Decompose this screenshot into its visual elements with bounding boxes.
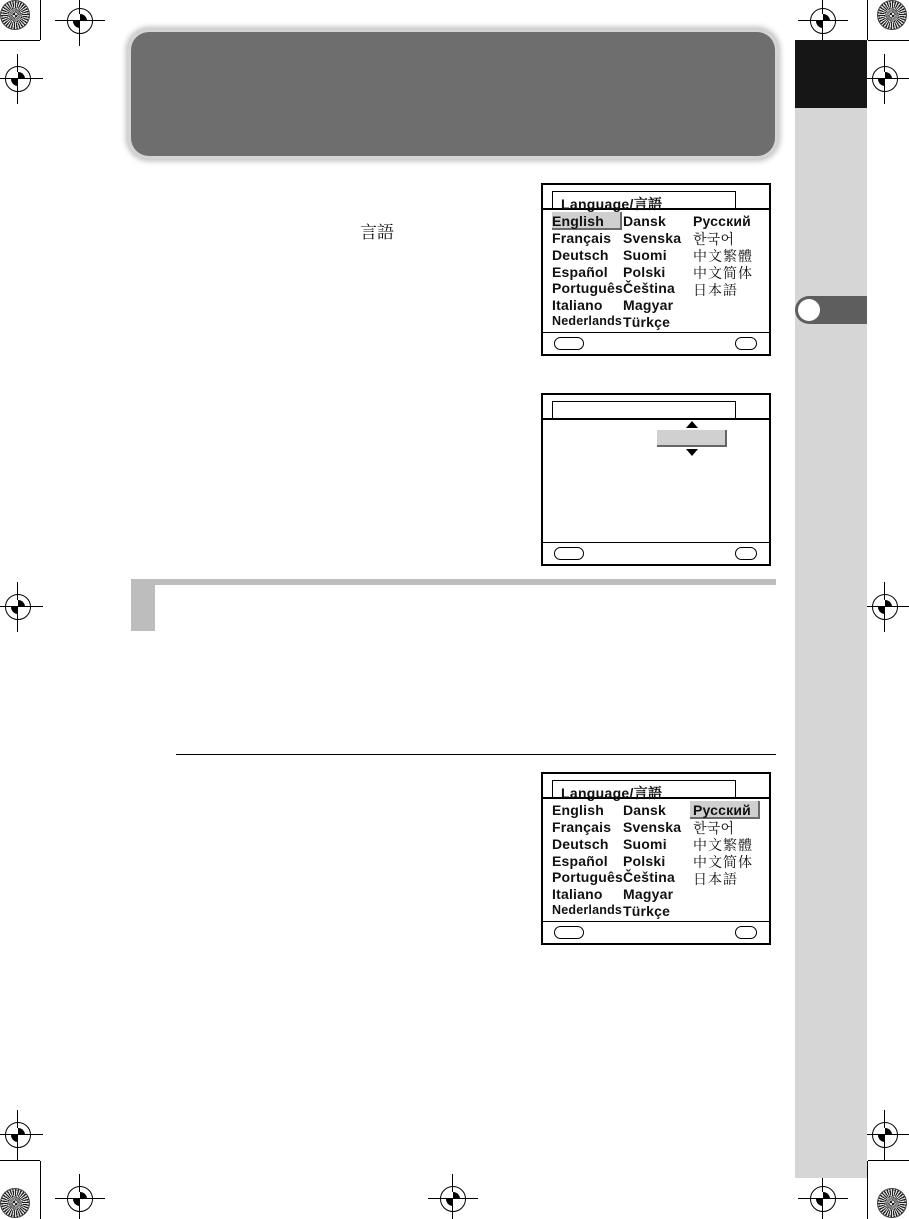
language-option-magyar[interactable]: Magyar	[623, 297, 674, 313]
language-option-dansk[interactable]: Dansk	[623, 802, 667, 818]
crop-mark-bl-v	[40, 1161, 41, 1219]
value-selector[interactable]	[657, 430, 727, 447]
language-option-svenska[interactable]: Svenska	[623, 230, 682, 246]
language-option-svenska[interactable]: Svenska	[623, 819, 682, 835]
language-option-russian[interactable]: Русский	[693, 213, 751, 229]
crop-mark-br-v	[867, 1161, 868, 1219]
color-sunburst-icon	[877, 0, 907, 30]
color-sunburst-icon	[0, 0, 30, 30]
language-option-polski[interactable]: Polski	[623, 853, 666, 869]
crop-mark-br-h	[868, 1160, 909, 1161]
language-option-turkce[interactable]: Türkçe	[623, 314, 671, 330]
registration-mark-icon	[5, 594, 31, 620]
language-option-chinese-simplified[interactable]: 中文简体	[693, 855, 753, 871]
language-option-espanol[interactable]: Español	[552, 264, 608, 280]
language-option-espanol[interactable]: Español	[552, 853, 608, 869]
color-sunburst-icon	[0, 1188, 30, 1218]
language-option-japanese[interactable]: 日本語	[693, 283, 738, 299]
crop-mark-bl-h	[0, 1160, 40, 1161]
language-option-english[interactable]: English	[552, 802, 604, 818]
language-option-deutsch[interactable]: Deutsch	[552, 836, 609, 852]
language-option-cestina[interactable]: Čeština	[623, 280, 675, 296]
language-option-dansk[interactable]: Dansk	[623, 213, 667, 229]
language-menu-screen-2	[541, 772, 771, 945]
language-option-suomi[interactable]: Suomi	[623, 247, 667, 263]
ok-button-icon	[735, 547, 757, 560]
ok-button-icon	[735, 337, 757, 350]
language-option-magyar[interactable]: Magyar	[623, 886, 674, 902]
screen-title: Language/言語	[561, 196, 663, 212]
menu-tab	[552, 401, 736, 419]
language-option-suomi[interactable]: Suomi	[623, 836, 667, 852]
registration-mark-icon	[67, 8, 93, 34]
language-glyph-text: 言語	[360, 223, 394, 243]
language-option-portugues[interactable]: Português	[552, 869, 624, 885]
section-heading-marker	[131, 579, 155, 631]
language-option-portugues[interactable]: Português	[552, 280, 624, 296]
language-option-nederlands[interactable]: Nederlands	[552, 314, 623, 328]
chapter-sidebar	[795, 40, 867, 1178]
section-divider	[176, 754, 776, 755]
language-option-deutsch[interactable]: Deutsch	[552, 247, 609, 263]
crop-mark-tl-v	[40, 0, 41, 40]
language-option-italiano[interactable]: Italiano	[552, 297, 603, 313]
chapter-tab	[795, 40, 867, 108]
registration-mark-icon	[872, 66, 898, 92]
menu-button-icon	[554, 547, 584, 560]
language-option-korean[interactable]: 한국어	[693, 232, 735, 248]
language-option-russian[interactable]: Русский	[693, 802, 751, 818]
ok-button-icon	[735, 926, 757, 939]
menu-button-icon	[554, 337, 584, 350]
language-option-japanese[interactable]: 日本語	[693, 872, 738, 888]
color-sunburst-icon	[877, 1188, 907, 1218]
language-option-nederlands[interactable]: Nederlands	[552, 903, 623, 917]
language-option-cestina[interactable]: Čeština	[623, 869, 675, 885]
registration-mark-icon	[440, 1186, 466, 1212]
setting-spinner-screen	[541, 393, 771, 566]
screen-title: Language/言語	[561, 785, 663, 801]
registration-mark-icon	[5, 66, 31, 92]
language-option-english[interactable]: English	[552, 213, 604, 229]
language-option-francais[interactable]: Français	[552, 230, 612, 246]
screen-footer	[543, 921, 769, 943]
screen-footer	[543, 332, 769, 354]
language-option-chinese-traditional[interactable]: 中文繁體	[693, 249, 753, 265]
chapter-header-banner	[131, 32, 775, 156]
down-arrow-icon[interactable]	[686, 449, 698, 456]
menu-button-icon	[554, 926, 584, 939]
registration-mark-icon	[872, 594, 898, 620]
language-menu-screen	[541, 183, 771, 356]
screen-footer	[543, 542, 769, 564]
language-option-francais[interactable]: Français	[552, 819, 612, 835]
up-arrow-icon[interactable]	[686, 421, 698, 428]
registration-mark-icon	[872, 1122, 898, 1148]
language-option-chinese-simplified[interactable]: 中文简体	[693, 266, 753, 282]
language-option-chinese-traditional[interactable]: 中文繁體	[693, 838, 753, 854]
section-heading-bar	[131, 579, 776, 585]
registration-mark-icon	[5, 1122, 31, 1148]
language-option-turkce[interactable]: Türkçe	[623, 903, 671, 919]
registration-mark-icon	[810, 1186, 836, 1212]
chapter-number-dot	[798, 299, 820, 321]
language-option-korean[interactable]: 한국어	[693, 821, 735, 837]
registration-mark-icon	[67, 1186, 93, 1212]
crop-mark-tr-h	[868, 40, 909, 41]
language-option-italiano[interactable]: Italiano	[552, 886, 603, 902]
registration-mark-icon	[810, 8, 836, 34]
crop-mark-tl-h	[0, 40, 40, 41]
crop-mark-tr-v	[867, 0, 868, 40]
language-option-polski[interactable]: Polski	[623, 264, 666, 280]
